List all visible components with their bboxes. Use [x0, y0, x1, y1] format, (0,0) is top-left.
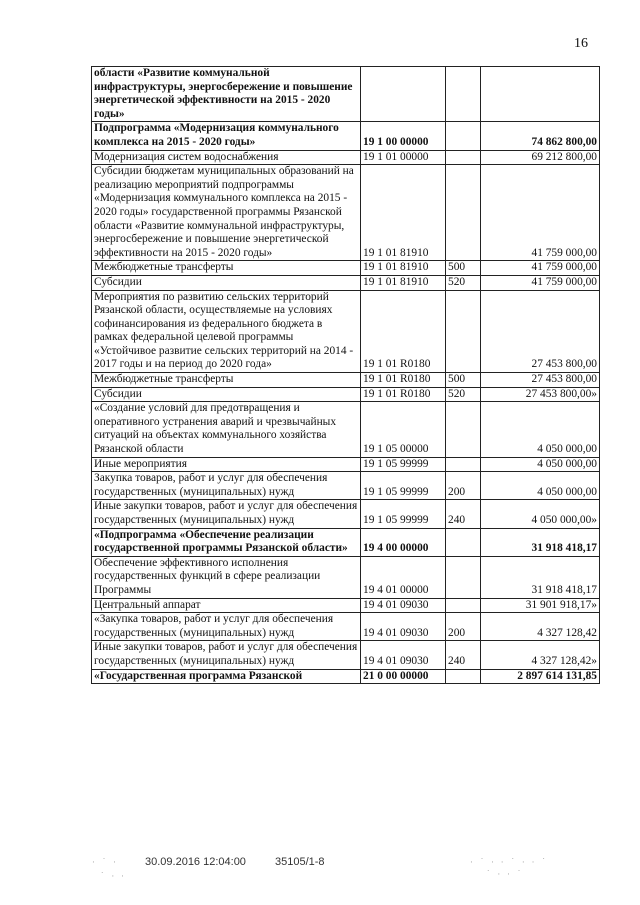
row-vr: 240 — [446, 641, 481, 669]
row-vr — [446, 150, 481, 165]
row-code: 19 4 01 09030 — [361, 613, 446, 641]
table-row — [92, 67, 600, 122]
row-vr — [446, 290, 481, 373]
row-vr: 240 — [446, 500, 481, 528]
table-body — [92, 67, 600, 684]
row-vr — [446, 165, 481, 261]
row-name: «Государственная программа Рязанской — [92, 669, 361, 684]
scan-noise-right: · ˙ · · ˙ · · ˙ — [470, 858, 548, 868]
row-name: Субсидии бюджетам муниципальных образований на реализацию мероприятий подпрограммы «Модернизация коммунального комплекса на 2015 - 2020 годы» государственной программы Рязанской области «Развитие коммунальной инфраструктуры, энергосбережение и повышение энергетической эффективности на 2015 - 2020 годы» — [92, 165, 361, 261]
footer-doc-number: 35105/1-8 — [275, 856, 325, 868]
table-row — [92, 457, 600, 472]
footer-timestamp: 30.09.2016 12:04:00 — [145, 856, 246, 868]
row-vr — [446, 528, 481, 556]
row-vr: 500 — [446, 261, 481, 276]
row-name: Субсидии — [92, 387, 361, 402]
row-sum: 31 901 918,17» — [481, 598, 600, 613]
table-row — [92, 669, 600, 684]
row-sum: 27 453 800,00 — [481, 290, 600, 373]
row-code: 19 1 01 81910 — [361, 275, 446, 290]
row-vr: 200 — [446, 613, 481, 641]
table-row — [92, 122, 600, 150]
row-sum: 4 050 000,00» — [481, 500, 600, 528]
row-sum — [481, 67, 600, 122]
row-vr — [446, 402, 481, 457]
row-sum: 41 759 000,00 — [481, 165, 600, 261]
row-sum: 4 327 128,42» — [481, 641, 600, 669]
row-code: 19 4 01 09030 — [361, 641, 446, 669]
scan-noise-right-2: ˙ · · ˙ — [486, 870, 524, 880]
table-row — [92, 290, 600, 373]
table-row — [92, 500, 600, 528]
row-vr — [446, 122, 481, 150]
row-name: Субсидии — [92, 275, 361, 290]
row-code: 19 1 05 99999 — [361, 472, 446, 500]
row-code: 19 1 01 R0180 — [361, 373, 446, 388]
row-name: «Закупка товаров, работ и услуг для обеспечения государственных (муниципальных) нужд — [92, 613, 361, 641]
table-row — [92, 387, 600, 402]
row-code: 19 1 01 R0180 — [361, 387, 446, 402]
row-name: области «Развитие коммунальной инфраструктуры, энергосбережение и повышение энергетической эффективности на 2015 - 2020 годы» — [92, 67, 361, 122]
row-code: 19 1 01 R0180 — [361, 290, 446, 373]
table-row — [92, 402, 600, 457]
row-code: 19 1 05 00000 — [361, 402, 446, 457]
row-vr: 520 — [446, 275, 481, 290]
table-row — [92, 641, 600, 669]
row-code — [361, 67, 446, 122]
row-name: Межбюджетные трансферты — [92, 373, 361, 388]
row-vr — [446, 669, 481, 684]
row-vr: 500 — [446, 373, 481, 388]
page-number: 16 — [574, 36, 588, 51]
table-row — [92, 472, 600, 500]
row-sum: 2 897 614 131,85 — [481, 669, 600, 684]
table-row — [92, 598, 600, 613]
row-sum: 41 759 000,00 — [481, 261, 600, 276]
row-sum: 41 759 000,00 — [481, 275, 600, 290]
scan-noise-left-2: ˙ · · — [100, 872, 126, 882]
table-row — [92, 150, 600, 165]
row-name: Подпрограмма «Модернизация коммунального комплекса на 2015 - 2020 годы» — [92, 122, 361, 150]
budget-table — [91, 66, 600, 684]
row-sum: 4 050 000,00 — [481, 472, 600, 500]
row-name: Иные закупки товаров, работ и услуг для обеспечения государственных (муниципальных) нужд — [92, 641, 361, 669]
row-name: Иные мероприятия — [92, 457, 361, 472]
row-sum: 4 050 000,00 — [481, 457, 600, 472]
row-vr — [446, 598, 481, 613]
table-row — [92, 613, 600, 641]
row-code: 19 1 00 00000 — [361, 122, 446, 150]
row-vr — [446, 556, 481, 598]
row-name: Межбюджетные трансферты — [92, 261, 361, 276]
row-sum: 4 327 128,42 — [481, 613, 600, 641]
row-code: 19 1 01 81910 — [361, 261, 446, 276]
row-sum: 31 918 418,17 — [481, 556, 600, 598]
row-name: Центральный аппарат — [92, 598, 361, 613]
table-row — [92, 275, 600, 290]
row-vr — [446, 67, 481, 122]
row-name: Модернизация систем водоснабжения — [92, 150, 361, 165]
row-code: 21 0 00 00000 — [361, 669, 446, 684]
row-sum: 74 862 800,00 — [481, 122, 600, 150]
row-sum: 69 212 800,00 — [481, 150, 600, 165]
row-code: 19 1 01 81910 — [361, 165, 446, 261]
row-name: Закупка товаров, работ и услуг для обеспечения государственных (муниципальных) нужд — [92, 472, 361, 500]
row-sum: 31 918 418,17 — [481, 528, 600, 556]
row-code: 19 4 01 00000 — [361, 556, 446, 598]
row-sum: 27 453 800,00» — [481, 387, 600, 402]
row-name: Иные закупки товаров, работ и услуг для обеспечения государственных (муниципальных) нужд — [92, 500, 361, 528]
row-sum: 4 050 000,00 — [481, 402, 600, 457]
row-name: «Подпрограмма «Обеспечение реализации государственной программы Рязанской области» — [92, 528, 361, 556]
scan-noise-left: · ˙ · — [92, 858, 118, 868]
row-sum: 27 453 800,00 — [481, 373, 600, 388]
row-vr: 200 — [446, 472, 481, 500]
row-code: 19 1 05 99999 — [361, 500, 446, 528]
row-code: 19 4 00 00000 — [361, 528, 446, 556]
table-row — [92, 373, 600, 388]
row-name: «Создание условий для предотвращения и оперативного устранения аварий и чрезвычайных ситуаций на объектах коммунального хозяйства Рязанской области — [92, 402, 361, 457]
table-row — [92, 528, 600, 556]
row-name: Мероприятия по развитию сельских территорий Рязанской области, осуществляемые на условиях софинансирования из федерального бюджета в рамках федеральной целевой программы «Устойчивое развитие сельских территорий на 2014 - 2017 годы и на период до 2020 года» — [92, 290, 361, 373]
row-name: Обеспечение эффективного исполнения государственных функций в сфере реализации Программы — [92, 556, 361, 598]
table-row — [92, 556, 600, 598]
row-code: 19 1 05 99999 — [361, 457, 446, 472]
row-vr — [446, 457, 481, 472]
row-vr: 520 — [446, 387, 481, 402]
table-row — [92, 165, 600, 261]
row-code: 19 4 01 09030 — [361, 598, 446, 613]
table-row — [92, 261, 600, 276]
footer — [145, 856, 325, 868]
row-code: 19 1 01 00000 — [361, 150, 446, 165]
